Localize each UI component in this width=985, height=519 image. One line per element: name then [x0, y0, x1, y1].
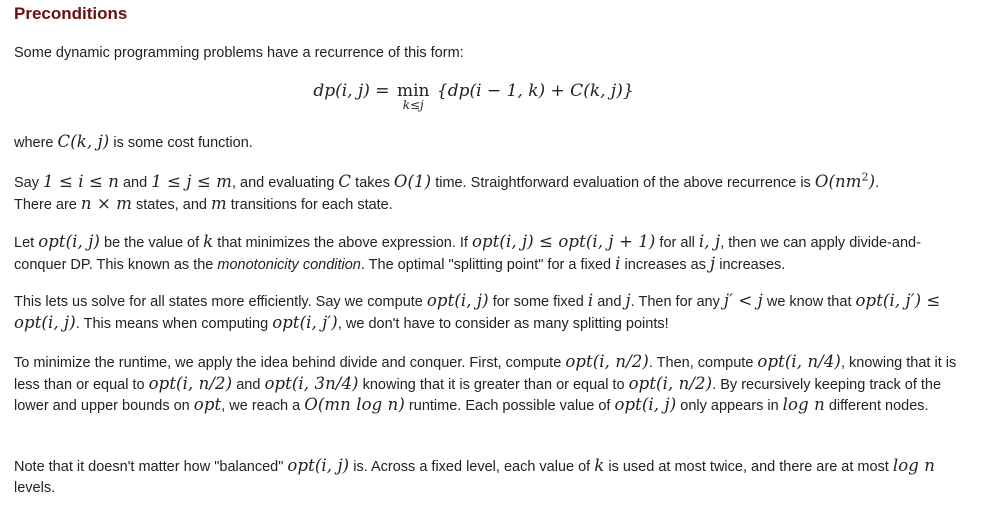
math: log n — [892, 456, 936, 475]
text: Say — [14, 175, 44, 191]
math: C(k, j) — [57, 132, 110, 151]
exponent: 2 — [861, 170, 869, 184]
text: , and evaluating — [232, 175, 339, 191]
math: i — [615, 253, 621, 273]
math: opt(i, n/4) — [757, 352, 841, 371]
math: log n — [782, 395, 825, 414]
text: . — [875, 175, 880, 191]
min-operator — [397, 80, 430, 111]
min-subscript: k≤j — [402, 98, 424, 112]
math: opt(i, j) — [426, 291, 489, 310]
text: transitions for each state. — [226, 196, 393, 213]
text: . Then for any — [630, 294, 724, 310]
math: opt(i, j) — [38, 232, 100, 251]
math: m — [211, 193, 227, 213]
text: different nodes. — [824, 398, 929, 414]
math — [815, 172, 875, 191]
text: time. Straightforward evaluation of the above recurrence is — [431, 175, 815, 191]
complexity-paragraph — [14, 172, 969, 215]
text: and — [232, 376, 265, 393]
text: states, and — [132, 196, 211, 213]
opt-definition-paragraph — [14, 232, 969, 275]
text: . This means when computing — [75, 315, 273, 332]
text: Let — [14, 235, 39, 251]
text: and — [593, 294, 626, 310]
text: runtime. Each possible value of — [404, 398, 615, 414]
equation-rhs: {dp(i − 1, k) + C(k, j)} — [436, 81, 634, 101]
math: O(mn log n) — [304, 395, 405, 414]
math-part: ) — [868, 172, 876, 191]
text: and — [118, 175, 152, 191]
math-part: O(nm — [814, 172, 862, 191]
math: k — [203, 232, 214, 251]
intro-paragraph: Some dynamic programming problems have a recurrence of this form: — [14, 45, 464, 61]
math: i — [587, 291, 594, 310]
text: , we don't have to consider as many splitting points! — [337, 315, 669, 332]
text: . Then, compute — [648, 355, 758, 371]
text: knowing that it is greater than or equal to — [358, 376, 629, 393]
equation-lhs: dp(i, j) = — [313, 81, 390, 101]
math: C — [338, 172, 352, 191]
section-heading: Preconditions — [14, 4, 128, 23]
runtime-paragraph — [14, 352, 969, 417]
math: opt(i, 3n/4) — [264, 373, 359, 393]
efficiency-paragraph — [14, 291, 969, 334]
text: increases. — [715, 256, 786, 273]
math: opt(i, j) ≤ opt(i, j + 1) — [472, 232, 656, 251]
math: j — [625, 291, 631, 310]
math: opt — [193, 395, 222, 414]
text: that minimizes the above expression. If — [213, 235, 472, 251]
text: for some fixed — [488, 294, 588, 310]
text: , then we can apply divide-and-conquer DP. This known as the — [14, 235, 921, 273]
math: O(1) — [393, 172, 432, 191]
text: Note that it doesn't matter how "balanced" — [14, 459, 288, 475]
balance-paragraph — [14, 456, 969, 498]
text: we know that — [762, 294, 856, 310]
text: be the value of — [99, 235, 204, 251]
text: increases as — [620, 256, 710, 273]
math: 1 ≤ i ≤ n — [43, 172, 119, 191]
text: is. Across a fixed level, each value of — [349, 459, 595, 475]
math: 1 ≤ j ≤ m — [151, 172, 232, 191]
text: . The optimal "splitting point" for a fixed — [360, 256, 616, 273]
math: opt(i, j) — [614, 395, 677, 414]
math: opt(i, j′) ≤ opt(i, j) — [14, 291, 941, 332]
text: , we reach a — [221, 398, 305, 414]
cost-function-paragraph — [14, 132, 969, 154]
emphasis: monotonicity condition — [217, 256, 361, 273]
math: opt(i, n/2) — [628, 373, 713, 393]
text: only appears in — [676, 398, 783, 414]
text: There are — [14, 196, 81, 213]
math: opt(i, j) — [287, 456, 350, 475]
text: for all — [655, 235, 699, 251]
text: levels. — [14, 479, 56, 496]
text: where — [14, 135, 58, 151]
text: This lets us solve for all states more efficiently. Say we compute — [14, 294, 427, 310]
recurrence-equation — [14, 80, 969, 116]
math: opt(i, j′) — [272, 312, 338, 332]
text: . By recursively keeping track of the lower and upper bounds on — [14, 376, 942, 414]
text: is used at most twice, and there are at most — [604, 459, 893, 475]
math: j — [709, 253, 716, 273]
text: takes — [351, 175, 394, 191]
min-symbol: min — [396, 81, 430, 101]
math: k — [594, 456, 605, 475]
math: j′ < j — [723, 291, 763, 310]
math: opt(i, n/2) — [565, 352, 649, 371]
math: i, j — [698, 232, 721, 251]
math: opt(i, n/2) — [148, 373, 233, 393]
text: is some cost function. — [109, 135, 253, 151]
text: , knowing that it is less than or equal to — [14, 355, 957, 393]
text: To minimize the runtime, we apply the idea behind divide and conquer. First, compute — [14, 355, 566, 371]
math: n × m — [80, 193, 132, 213]
